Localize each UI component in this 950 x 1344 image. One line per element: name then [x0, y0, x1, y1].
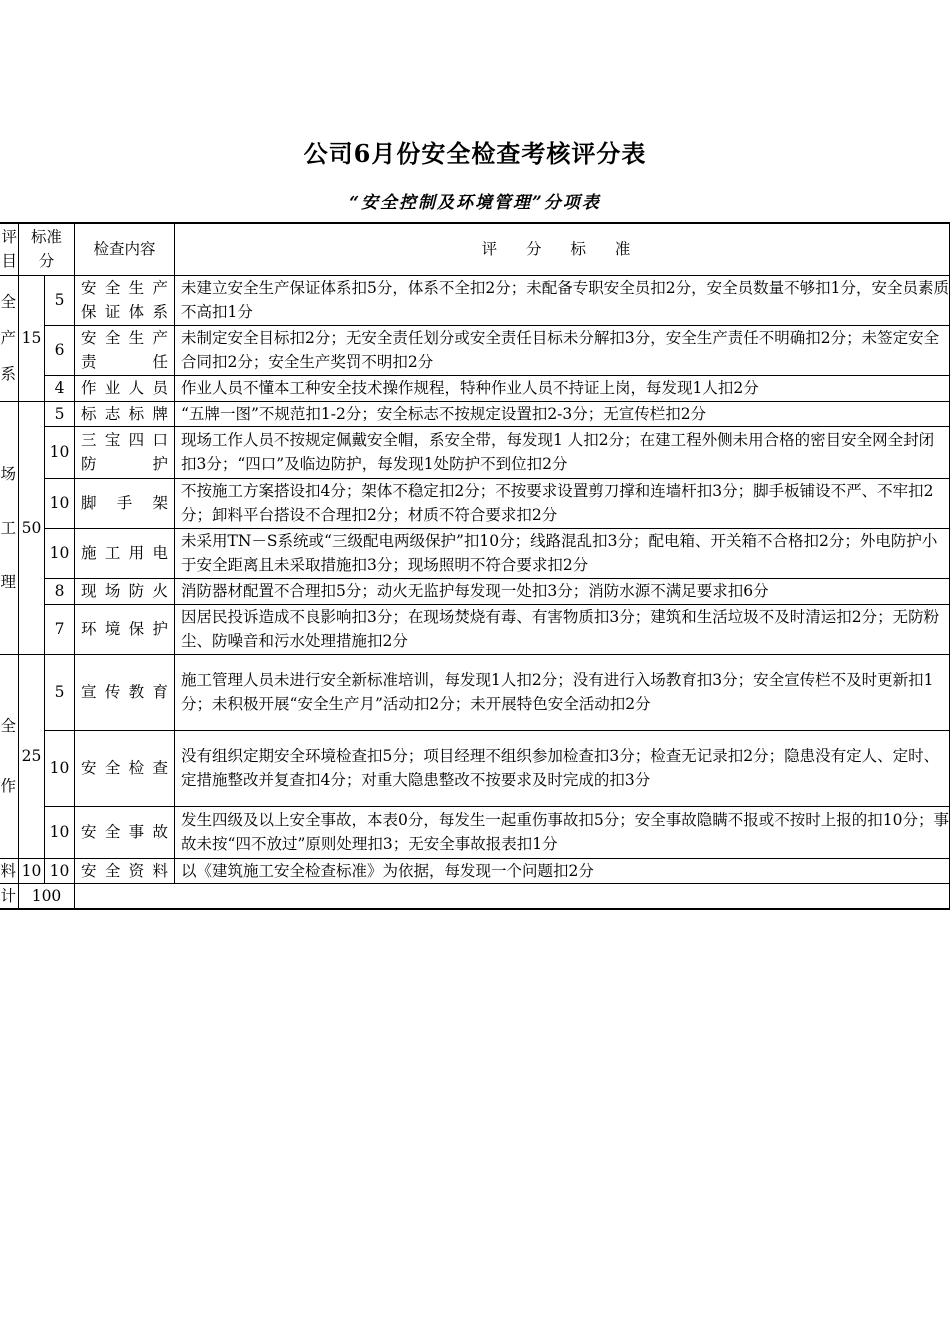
group-total-cell: 15: [19, 275, 45, 401]
row-criteria: 未建立安全生产保证体系扣5分，体系不全扣2分；未配备专职安全员扣2分，安全员数量不够扣1分，安全员素质不高扣1分: [175, 275, 950, 325]
table-row: [0, 528, 950, 578]
row-content: 环境保护: [75, 604, 175, 654]
group-total-cell: 25: [19, 654, 45, 858]
table-row: [0, 401, 950, 426]
row-content: 安全事故: [75, 806, 175, 858]
row-criteria: 作业人员不懂本工种安全技术操作规程，特种作业人员不持证上岗，每发现1人扣2分: [175, 375, 950, 401]
sum-row: [0, 883, 950, 909]
row-content: 三宝四口 防 护: [75, 426, 175, 478]
header-standard: 标准 分: [19, 223, 75, 275]
row-score: 10: [45, 528, 75, 578]
row-criteria: 施工管理人员未进行安全新标准培训，每发现1人扣2分；没有进行入场教育扣3分；安全宣传栏不及时更新扣1分；未积极开展“安全生产月”活动扣2分；未开展特色安全活动扣2分: [175, 654, 950, 730]
row-score: 10: [45, 426, 75, 478]
row-score: 10: [45, 806, 75, 858]
sum-empty: [75, 883, 950, 909]
row-criteria: 未制定安全目标扣2分；无安全责任划分或安全责任目标未分解扣3分，安全生产责任不明确扣2分；未签定安全合同扣2分；安全生产奖罚不明扣2分: [175, 325, 950, 375]
table-row: [0, 806, 950, 858]
row-criteria: 消防器材配置不合理扣5分；动火无监护每发现一处扣3分；消防水源不满足要求扣6分: [175, 578, 950, 604]
row-content: 安全生产 保证体系: [75, 275, 175, 325]
row-score: 5: [45, 401, 75, 426]
header-content: 检查内容: [75, 223, 175, 275]
score-table: [0, 222, 950, 910]
page-title: 公司6月份安全检查考核评分表: [303, 139, 647, 168]
row-score: 8: [45, 578, 75, 604]
row-content: 标志标牌: [75, 401, 175, 426]
table-row: [0, 604, 950, 654]
header-criteria: 评 分 标 准: [175, 223, 950, 275]
page-subtitle: “安全控制及环境管理”分项表: [349, 193, 601, 213]
table-row: [0, 858, 950, 883]
row-content: 安全资料: [75, 858, 175, 883]
row-criteria: 因居民投诉造成不良影响扣3分；在现场焚烧有毒、有害物质扣3分；建筑和生活垃圾不及时清运扣2分；无防粉尘、防噪音和污水处理措施扣2分: [175, 604, 950, 654]
table-row: [0, 654, 950, 730]
table-row: [0, 325, 950, 375]
table-row: [0, 578, 950, 604]
row-criteria: 发生四级及以上安全事故，本表0分，每发生一起重伤事故扣5分；安全事故隐瞒不报或不按时上报的扣10分；事故未按“四不放过”原则处理扣3；无安全事故报表扣1分: [175, 806, 950, 858]
row-criteria: 现场工作人员不按规定佩戴安全帽，系安全带，每发现1 人扣2分；在建工程外侧未用合格的密目安全网全封闭扣3分；“四口”及临边防护，每发现1处防护不到位扣2分: [175, 426, 950, 478]
group-category-cell: 场 工 理: [0, 401, 19, 654]
row-content: 脚手架: [75, 478, 175, 528]
row-score: 5: [45, 654, 75, 730]
row-score: 10: [45, 478, 75, 528]
row-criteria: 没有组织定期安全环境检查扣5分；项目经理不组织参加检查扣3分；检查无记录扣2分；隐患没有定人、定时、定措施整改并复查扣4分；对重大隐患整改不按要求及时完成的扣3分: [175, 730, 950, 806]
row-criteria: 以《建筑施工安全检查标准》为依据，每发现一个问题扣2分: [175, 858, 950, 883]
header-category: 评 目: [0, 223, 19, 275]
materials-category: 料: [0, 858, 19, 883]
row-score: 10: [45, 730, 75, 806]
group-total-cell: 50: [19, 401, 45, 654]
row-criteria: “五牌一图”不规范扣1-2分；安全标志不按规定设置扣2-3分；无宣传栏扣2分: [175, 401, 950, 426]
sum-category: 计: [0, 883, 19, 909]
row-score: 10: [45, 858, 75, 883]
row-criteria: 未采用TN－S系统或“三级配电两级保护”扣10分；线路混乱扣3分；配电箱、开关箱不合格扣2分；外电防护小于安全距离且未采取措施扣3分；现场照明不符合要求扣2分: [175, 528, 950, 578]
row-content: 宣传教育: [75, 654, 175, 730]
group-category-cell: 全 产 系: [0, 275, 19, 401]
table-row: [0, 478, 950, 528]
row-content: 施工用电: [75, 528, 175, 578]
group-category-cell: 全 作: [0, 654, 19, 858]
table-row: [0, 426, 950, 478]
row-content: 作业人员: [75, 375, 175, 401]
row-criteria: 不按施工方案搭设扣4分；架体不稳定扣2分；不按要求设置剪刀撑和连墙杆扣3分；脚手板铺设不严、不牢扣2分；卸料平台搭设不合理扣2分；材质不符合要求扣2分: [175, 478, 950, 528]
row-score: 5: [45, 275, 75, 325]
row-score: 6: [45, 325, 75, 375]
materials-total: 10: [19, 858, 45, 883]
table-header-row: [0, 223, 950, 275]
row-content: 安全检查: [75, 730, 175, 806]
row-score: 4: [45, 375, 75, 401]
sum-total: 100: [19, 883, 75, 909]
table-row: [0, 730, 950, 806]
table-row: [0, 275, 950, 325]
table-row: [0, 375, 950, 401]
row-content: 安全生产 责 任: [75, 325, 175, 375]
row-score: 7: [45, 604, 75, 654]
row-content: 现场防火: [75, 578, 175, 604]
